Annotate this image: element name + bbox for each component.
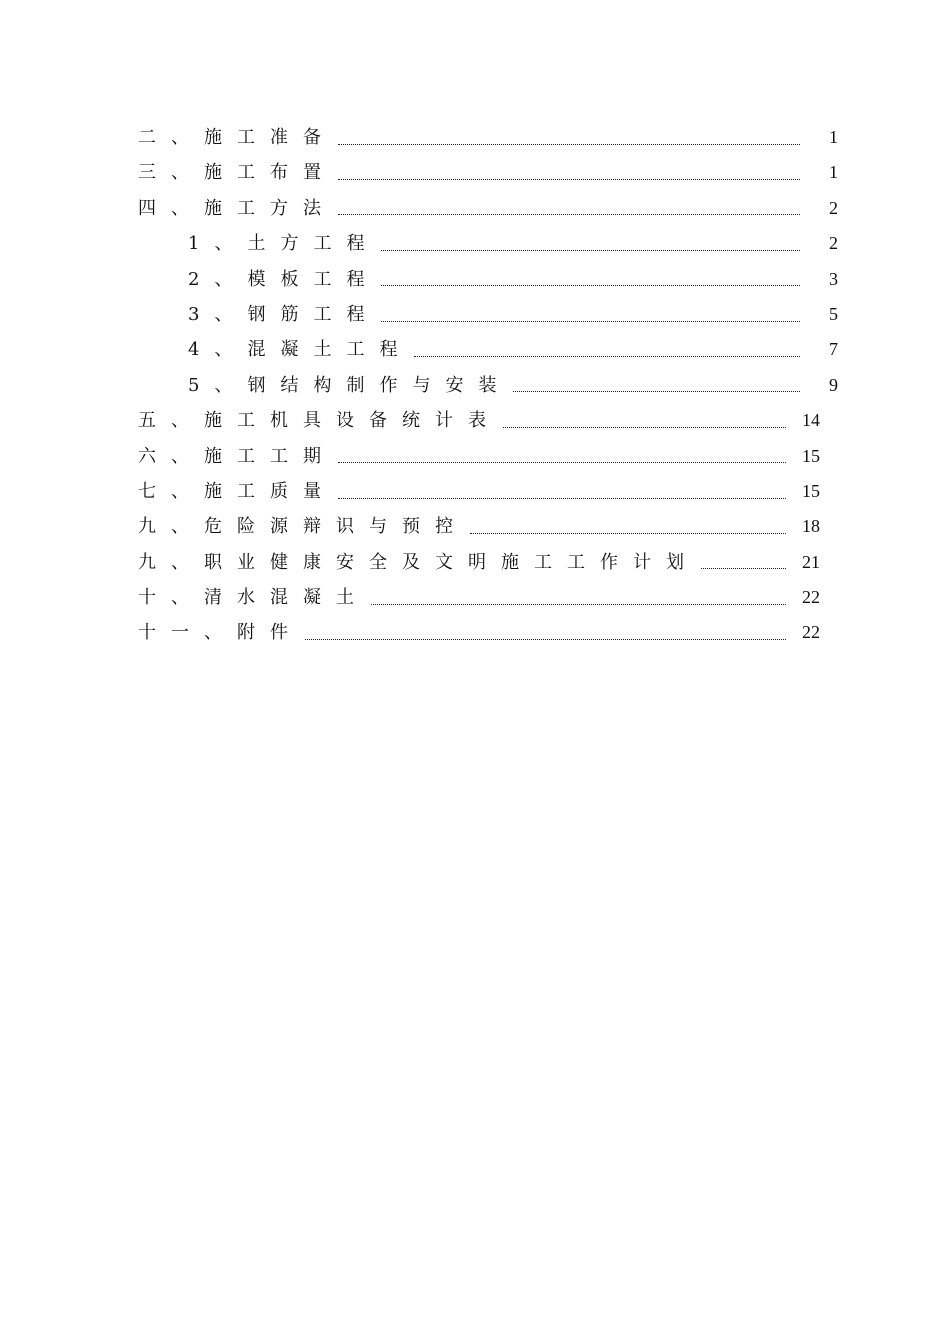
toc-entry-label: 九、职业健康安全及文明施工工作计划 — [138, 551, 699, 573]
toc-dot-leader — [381, 284, 800, 286]
toc-dot-leader — [381, 249, 800, 251]
toc-entry-label: 十一、附件 — [138, 622, 303, 644]
toc-entry[interactable] — [138, 439, 838, 474]
toc-dot-leader — [305, 638, 786, 640]
toc-entry[interactable] — [138, 403, 838, 438]
toc-subentry[interactable] — [138, 262, 838, 297]
toc-dot-leader — [381, 320, 800, 322]
toc-page-number: 22 — [802, 622, 820, 643]
toc-entry[interactable] — [138, 120, 838, 155]
toc-subentry[interactable] — [138, 226, 838, 261]
toc-dot-leader — [338, 178, 800, 180]
toc-entry-label: 二、施工准备 — [138, 127, 336, 148]
toc-dot-leader — [338, 143, 800, 145]
toc-entry[interactable] — [138, 509, 838, 544]
toc-entry-label: 5、钢结构制作与安装 — [188, 374, 512, 396]
toc-entry-label: 3、钢筋工程 — [188, 303, 380, 325]
toc-page-number: 21 — [802, 551, 820, 572]
toc-page-number: 2 — [829, 197, 838, 218]
toc-page-number: 5 — [829, 303, 838, 324]
toc-dot-leader — [338, 497, 786, 499]
toc-page-number: 15 — [802, 480, 820, 501]
toc-entry[interactable] — [138, 191, 838, 226]
toc-dot-leader — [513, 390, 800, 392]
toc-page-number: 15 — [802, 445, 820, 466]
toc-subentry[interactable] — [138, 368, 838, 403]
toc-entry-label: 四、施工方法 — [138, 197, 336, 219]
toc-page-number: 3 — [829, 268, 838, 289]
toc-dot-leader — [503, 426, 786, 428]
toc-page-number: 14 — [802, 410, 820, 431]
toc-entry-label: 九、危险源辩识与预控 — [138, 516, 468, 538]
toc-dot-leader — [371, 603, 786, 605]
toc-page-number: 22 — [802, 587, 820, 608]
toc-entry[interactable] — [138, 580, 838, 615]
toc-entry-label: 六、施工工期 — [138, 445, 336, 467]
toc-dot-leader — [701, 567, 786, 569]
toc-page-number: 9 — [829, 374, 838, 395]
toc-entry-label: 2、模板工程 — [188, 268, 380, 290]
toc-entry[interactable] — [138, 474, 838, 509]
toc-entry-label: 七、施工质量 — [138, 480, 336, 502]
toc-page-number: 7 — [829, 339, 838, 360]
toc-dot-leader — [414, 355, 800, 357]
toc-entry-label: 1、土方工程 — [188, 233, 380, 255]
toc-page-number: 2 — [829, 233, 838, 254]
toc-entry[interactable] — [138, 615, 838, 650]
toc-subentry[interactable] — [138, 332, 838, 367]
toc-dot-leader — [338, 461, 786, 463]
toc-dot-leader — [470, 532, 786, 534]
toc-entry-label: 三、施工布置 — [138, 162, 336, 184]
toc-page-number: 1 — [829, 127, 838, 147]
toc-dot-leader — [338, 213, 800, 215]
toc-subentry[interactable] — [138, 297, 838, 332]
toc-entry-label: 五、施工机具设备统计表 — [138, 410, 501, 432]
toc-page-number: 18 — [802, 516, 820, 537]
toc-entry[interactable] — [138, 155, 838, 190]
table-of-contents — [138, 120, 838, 651]
toc-page-number: 1 — [829, 162, 838, 183]
toc-entry-label: 4、混凝土工程 — [188, 339, 413, 361]
toc-entry-label: 十、清水混凝土 — [138, 587, 369, 609]
toc-entry[interactable] — [138, 545, 838, 580]
